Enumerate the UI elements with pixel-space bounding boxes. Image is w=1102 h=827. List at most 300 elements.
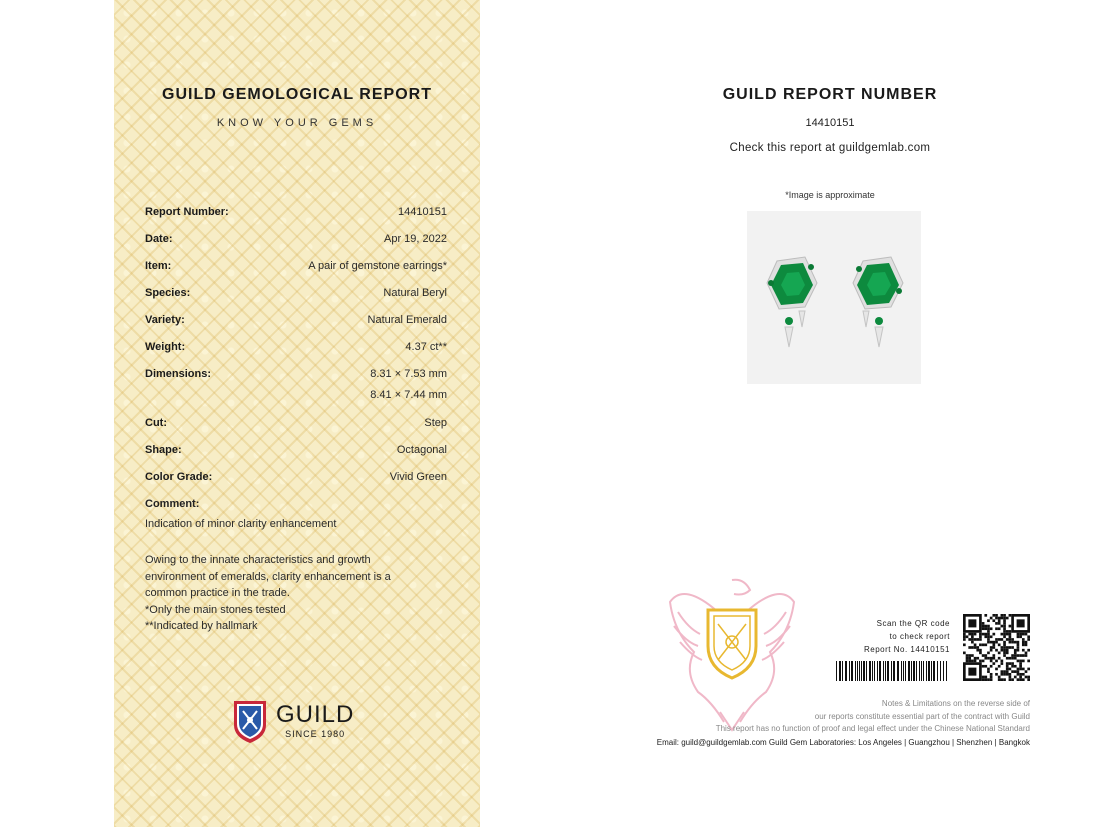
barcode-bar (946, 661, 947, 681)
limits-line: This report has no function of proof and legal effect under the Chinese National Standard (715, 724, 1030, 733)
qr-module (1003, 630, 1006, 633)
qr-module (1001, 617, 1004, 620)
qr-module (1011, 670, 1014, 673)
qr-module (966, 660, 969, 663)
qr-module (1006, 633, 1009, 636)
qr-module (1001, 670, 1004, 673)
qr-module (1019, 660, 1022, 663)
qr-module (1022, 678, 1025, 681)
qr-module (1027, 638, 1030, 641)
qr-module (1025, 670, 1028, 673)
qr-module (995, 638, 998, 641)
limits-line: Notes & Limitations on the reverse side of (881, 699, 1030, 708)
qr-module (992, 641, 995, 644)
qr-module (1019, 668, 1022, 671)
qr-module (990, 657, 993, 660)
qr-module (979, 652, 982, 655)
qr-module (1022, 668, 1025, 671)
qr-module (1006, 630, 1009, 633)
barcode-bar (857, 661, 858, 681)
qr-module (1001, 614, 1004, 617)
contact-footer: Email: guild@guildgemlab.com Guild Gem Laboratories: Los Angeles | Guangzhou | Shenzhen | Bangkok (656, 738, 1030, 747)
qr-module (1011, 665, 1014, 668)
qr-code-icon[interactable] (963, 614, 1030, 681)
barcode-bar (863, 661, 865, 681)
note-line: *Only the main stones tested (145, 603, 286, 616)
qr-module (984, 678, 987, 681)
qr-module (992, 633, 995, 636)
field-date (145, 233, 447, 260)
qr-module (1014, 676, 1017, 679)
qr-module (1006, 617, 1009, 620)
qr-module (971, 638, 974, 641)
comment-text: Indication of minor clarity enhancement (145, 518, 337, 530)
barcode-bar (940, 661, 941, 681)
barcode-bar (921, 661, 922, 681)
note-line: Owing to the innate characteristics and growth (145, 554, 371, 566)
qr-module (1003, 673, 1006, 676)
qr-module (990, 678, 993, 681)
report-number-title: GUILD REPORT NUMBER (722, 86, 938, 103)
field-value: Vivid Green (389, 471, 447, 483)
qr-module (995, 649, 998, 652)
qr-module (974, 633, 977, 636)
qr-module (982, 654, 985, 657)
qr-module (1022, 673, 1025, 676)
barcode-icon (836, 661, 950, 681)
qr-module (998, 665, 1001, 668)
qr-module (1003, 625, 1006, 628)
field-value: Step (424, 417, 447, 429)
image-disclaimer: *Image is approximate (785, 190, 875, 200)
qr-module (998, 627, 1001, 630)
barcode-bar (879, 661, 881, 681)
qr-line: to check report (889, 632, 950, 641)
qr-module (995, 622, 998, 625)
report-title: GUILD GEMOLOGICAL REPORT (162, 86, 432, 103)
field-label: Color Grade: (145, 471, 213, 483)
qr-module (990, 665, 993, 668)
field-variety (145, 314, 447, 341)
barcode-bar (859, 661, 860, 681)
qr-module (1001, 662, 1004, 665)
qr-module (1027, 676, 1030, 679)
field-cut (145, 417, 447, 444)
qr-module (968, 646, 971, 649)
qr-module (974, 646, 977, 649)
qr-module (995, 641, 998, 644)
qr-module (1001, 678, 1004, 681)
qr-module (971, 654, 974, 657)
qr-module (1017, 670, 1020, 673)
qr-module (1027, 668, 1030, 671)
qr-line: Report No. 14410151 (864, 645, 950, 654)
qr-module (1003, 619, 1006, 622)
qr-module (1017, 668, 1020, 671)
qr-module (1014, 654, 1017, 657)
qr-module (984, 627, 987, 630)
qr-module (1017, 678, 1020, 681)
barcode-bar (872, 661, 873, 681)
qr-module (987, 635, 990, 638)
report-notes (145, 552, 447, 635)
guild-since: SINCE 1980 (285, 729, 346, 739)
qr-module (963, 652, 966, 655)
qr-module (982, 660, 985, 663)
qr-module (982, 678, 985, 681)
qr-module (992, 643, 995, 646)
qr-module (995, 673, 998, 676)
qr-module (990, 646, 993, 649)
barcode-bar (931, 661, 932, 681)
qr-module (995, 660, 998, 663)
qr-module (987, 668, 990, 671)
qr-module (987, 633, 990, 636)
qr-module (1009, 673, 1012, 676)
report-front-panel (114, 0, 480, 827)
barcode-bar (893, 661, 895, 681)
field-label: Date: (145, 233, 173, 245)
qr-module (998, 652, 1001, 655)
barcode-bar (885, 661, 886, 681)
barcode-bar (943, 661, 944, 681)
qr-module (992, 619, 995, 622)
qr-module (1006, 646, 1009, 649)
qr-module (1009, 635, 1012, 638)
field-value: 8.41 × 7.44 mm (370, 389, 447, 401)
qr-module (963, 635, 966, 638)
qr-module (1001, 646, 1004, 649)
qr-module (990, 673, 993, 676)
qr-module (987, 670, 990, 673)
qr-module (979, 649, 982, 652)
qr-module (982, 676, 985, 679)
qr-module (984, 665, 987, 668)
qr-module (1022, 660, 1025, 663)
qr-module (1017, 641, 1020, 644)
qr-module (979, 633, 982, 636)
barcode-bar (861, 661, 862, 681)
qr-module (998, 678, 1001, 681)
qr-module (963, 638, 966, 641)
qr-module (979, 638, 982, 641)
qr-module (1014, 665, 1017, 668)
qr-module (982, 633, 985, 636)
qr-module (984, 676, 987, 679)
qr-module (971, 633, 974, 636)
barcode-bar (877, 661, 878, 681)
barcode-bar (842, 661, 843, 681)
qr-module (987, 630, 990, 633)
qr-module (984, 657, 987, 660)
qr-module (987, 657, 990, 660)
qr-module (984, 625, 987, 628)
qr-module (976, 657, 979, 660)
barcode-bar (855, 661, 856, 681)
qr-module (963, 633, 966, 636)
qr-module (1011, 678, 1014, 681)
qr-module (1009, 676, 1012, 679)
qr-line: Scan the QR code (876, 619, 950, 628)
barcode-bar (911, 661, 912, 681)
qr-module (1014, 641, 1017, 644)
barcode-bar (849, 661, 850, 681)
qr-module (971, 660, 974, 663)
qr-module (1003, 627, 1006, 630)
barcode-bar (919, 661, 920, 681)
qr-module (979, 660, 982, 663)
report-subtitle: KNOW YOUR GEMS (216, 117, 378, 129)
barcode-bar (908, 661, 910, 681)
qr-module (984, 654, 987, 657)
qr-module (1009, 657, 1012, 660)
qr-module (1019, 676, 1022, 679)
qr-module (1014, 649, 1017, 652)
report-details (145, 206, 447, 635)
qr-module (966, 635, 969, 638)
qr-module (1022, 638, 1025, 641)
qr-module (990, 676, 993, 679)
field-label: Dimensions: (145, 368, 212, 380)
field-label: Weight: (145, 341, 186, 353)
qr-module (979, 643, 982, 646)
qr-module (982, 643, 985, 646)
qr-module (976, 638, 979, 641)
field-item (145, 260, 447, 287)
qr-module (979, 635, 982, 638)
qr-module (1003, 678, 1006, 681)
qr-module (1006, 673, 1009, 676)
qr-module (1017, 633, 1020, 636)
qr-module (1009, 662, 1012, 665)
barcode-bar (901, 661, 902, 681)
guild-wordmark (276, 703, 354, 739)
notes-limitations (580, 698, 1030, 736)
qr-module (1011, 641, 1014, 644)
qr-module (1011, 662, 1014, 665)
qr-module (1025, 641, 1028, 644)
qr-module (987, 638, 990, 641)
qr-module (1009, 630, 1012, 633)
qr-module (966, 657, 969, 660)
limits-line: our reports constitute essential part of the contract with Guild (814, 711, 1030, 721)
qr-module (1003, 646, 1006, 649)
qr-module (971, 646, 974, 649)
qr-module (990, 649, 993, 652)
qr-module (998, 617, 1001, 620)
qr-module (1019, 654, 1022, 657)
qr-module (1003, 670, 1006, 673)
qr-module (982, 665, 985, 668)
earrings-photo (747, 211, 921, 384)
barcode-bar (887, 661, 889, 681)
qr-module (1006, 638, 1009, 641)
qr-module (992, 646, 995, 649)
field-label: Item: (145, 260, 172, 272)
field-label: Shape: (145, 444, 182, 456)
qr-module (1003, 622, 1006, 625)
qr-module (987, 652, 990, 655)
barcode-bar (839, 661, 841, 681)
note-line: **Indicated by hallmark (145, 620, 258, 632)
qr-module (1003, 643, 1006, 646)
qr-module (1001, 660, 1004, 663)
qr-module (990, 641, 993, 644)
qr-module (1003, 652, 1006, 655)
qr-module (1006, 649, 1009, 652)
field-value: Natural Emerald (367, 314, 447, 326)
qr-module (971, 641, 974, 644)
qr-module (968, 638, 971, 641)
qr-module (963, 643, 966, 646)
qr-module (982, 625, 985, 628)
shield-icon (232, 697, 268, 745)
qr-module (995, 614, 998, 617)
qr-module (1022, 654, 1025, 657)
qr-module (1003, 641, 1006, 644)
qr-module (1006, 652, 1009, 655)
barcode-bar (845, 661, 847, 681)
qr-instructions (830, 617, 950, 656)
barcode-bar (905, 661, 906, 681)
qr-module (1017, 654, 1020, 657)
qr-module (1003, 649, 1006, 652)
barcode-bar (933, 661, 935, 681)
qr-module (984, 643, 987, 646)
qr-module (1009, 614, 1012, 617)
qr-module (1009, 625, 1012, 628)
qr-module (1014, 657, 1017, 660)
qr-module (1009, 638, 1012, 641)
qr-module (974, 657, 977, 660)
qr-module (1003, 635, 1006, 638)
qr-module (1025, 676, 1028, 679)
qr-module (1025, 633, 1028, 636)
qr-module (1014, 652, 1017, 655)
qr-module (1006, 662, 1009, 665)
field-value: Natural Beryl (383, 287, 447, 299)
earrings-image (747, 211, 921, 384)
qr-module (1001, 633, 1004, 636)
qr-module (1022, 633, 1025, 636)
qr-module (987, 678, 990, 681)
qr-module (1017, 673, 1020, 676)
report-number-value: 14410151 (805, 117, 855, 129)
qr-module (1022, 643, 1025, 646)
qr-module (1017, 635, 1020, 638)
qr-module (982, 627, 985, 630)
qr-module (1001, 673, 1004, 676)
qr-module (998, 676, 1001, 679)
field-value: A pair of gemstone earrings* (308, 260, 447, 272)
qr-module (992, 614, 995, 617)
qr-module (1017, 649, 1020, 652)
barcode-bar (913, 661, 915, 681)
barcode-bar (926, 661, 927, 681)
barcode-bar (937, 661, 938, 681)
qr-module (1019, 665, 1022, 668)
comment-label: Comment: (145, 498, 200, 510)
barcode-bar (891, 661, 892, 681)
qr-module (968, 619, 976, 627)
barcode-bar (836, 661, 837, 681)
qr-module (968, 660, 971, 663)
note-line: common practice in the trade. (145, 587, 290, 599)
field-value: Apr 19, 2022 (384, 233, 447, 245)
qr-module (968, 657, 971, 660)
qr-module (1006, 670, 1009, 673)
barcode-bar (874, 661, 875, 681)
qr-module (1019, 633, 1022, 636)
verify-link-text: Check this report at guildgemlab.com (729, 142, 931, 154)
qr-module (1003, 654, 1006, 657)
qr-module (974, 660, 977, 663)
qr-module (1011, 646, 1014, 649)
qr-module (1003, 617, 1006, 620)
qr-module (990, 627, 993, 630)
qr-module (982, 622, 985, 625)
note-line: environment of emeralds, clarity enhancement is a (145, 570, 391, 583)
qr-module (998, 657, 1001, 660)
qr-module (1019, 635, 1022, 638)
qr-module (1011, 654, 1014, 657)
qr-module (1025, 652, 1028, 655)
barcode-bar (866, 661, 867, 681)
barcode-bar (897, 661, 899, 681)
qr-module (1001, 638, 1004, 641)
qr-module (990, 660, 993, 663)
qr-module (1009, 633, 1012, 636)
qr-module (1001, 625, 1004, 628)
qr-module (995, 617, 998, 620)
barcode-bar (903, 661, 904, 681)
qr-module (1017, 660, 1020, 663)
qr-module (1009, 646, 1012, 649)
field-value: 8.31 × 7.53 mm (370, 368, 447, 380)
qr-module (998, 622, 1001, 625)
qr-module (984, 635, 987, 638)
field-species (145, 287, 447, 314)
qr-module (1017, 643, 1020, 646)
qr-module (968, 654, 971, 657)
qr-module (1027, 635, 1030, 638)
qr-module (1025, 654, 1028, 657)
field-value: 4.37 ct** (405, 341, 447, 353)
qr-module (987, 619, 990, 622)
qr-module (976, 649, 979, 652)
guild-logo (232, 697, 354, 745)
barcode-bar (869, 661, 871, 681)
qr-module (992, 654, 995, 657)
qr-module (987, 627, 990, 630)
qr-module (1022, 649, 1025, 652)
qr-module (1009, 641, 1012, 644)
qr-module (990, 617, 993, 620)
qr-module (1006, 665, 1009, 668)
qr-module (1025, 643, 1028, 646)
qr-module (987, 625, 990, 628)
qr-module (1006, 657, 1009, 660)
guild-name: GUILD (276, 701, 355, 728)
qr-module (987, 641, 990, 644)
barcode-bar (923, 661, 924, 681)
field-report-number (145, 206, 447, 233)
field-label: Report Number: (145, 206, 229, 218)
qr-module (1009, 668, 1012, 671)
qr-module (1011, 657, 1014, 660)
qr-module (974, 643, 977, 646)
field-label: Species: (145, 287, 191, 299)
